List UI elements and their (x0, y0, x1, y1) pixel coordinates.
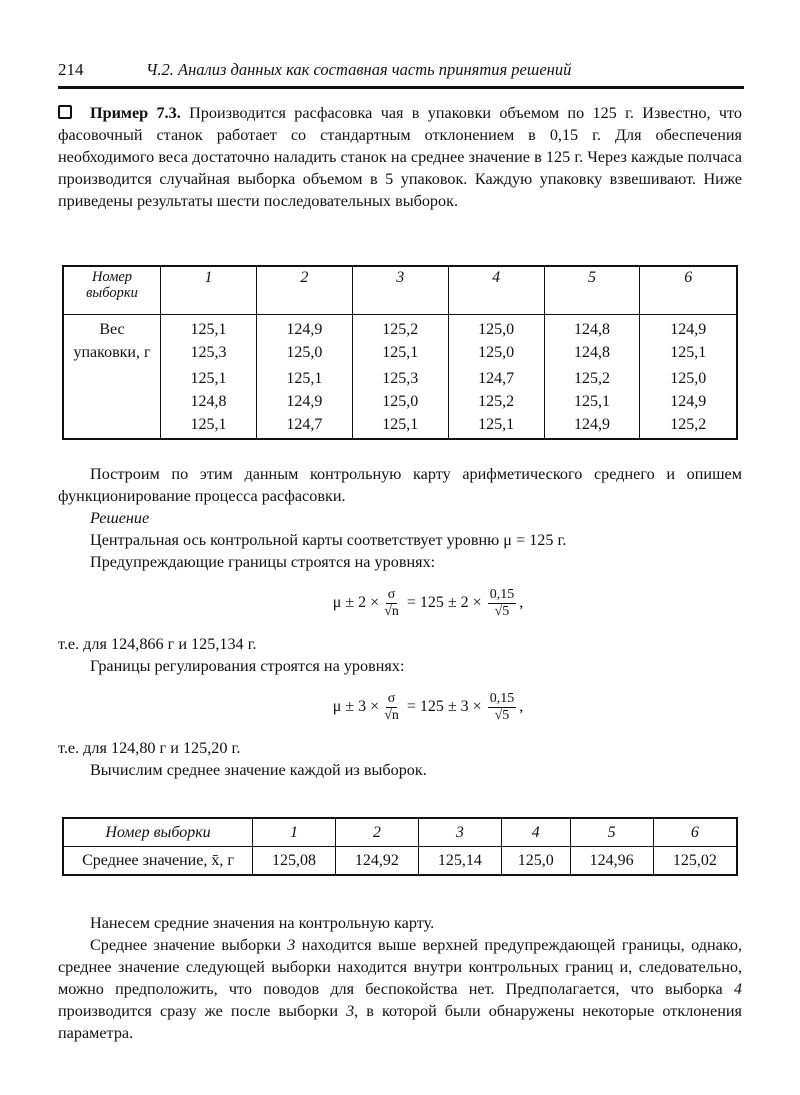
cell: 125,0 (478, 344, 515, 361)
cell: 125,0 (382, 393, 419, 410)
col-header: 2 (335, 818, 418, 847)
denominator: √5 (494, 707, 510, 723)
denominator: √n (384, 707, 399, 723)
col-header: 5 (570, 818, 653, 847)
control-limits-paragraph: Границы регулирования строятся на уровнях: (90, 657, 405, 675)
samples-table (62, 265, 738, 440)
cell: 124,8 (190, 393, 227, 410)
formula-term: , (519, 698, 524, 715)
fraction (382, 587, 401, 620)
formula-term: , (519, 594, 524, 611)
numerator: σ (387, 586, 396, 602)
formula-term: = 125 ± 2 × (406, 594, 482, 611)
warning-limits-formula (58, 583, 742, 623)
sample-column-4 (448, 315, 544, 440)
cell: 125,1 (190, 321, 227, 338)
col-header: 2 (256, 266, 352, 315)
cell: 125,2 (478, 393, 515, 410)
header-label: Номер выборки (63, 818, 253, 847)
example-marker-icon (58, 105, 72, 119)
task-paragraph: Построим по этим данным контрольную карту арифметического среднего и опишем функционирование процесса расфасовки. (58, 465, 742, 505)
sample-ref: 3 (287, 936, 296, 954)
solution-section (58, 463, 742, 781)
cell: 125,1 (190, 370, 227, 387)
cell: 125,3 (190, 344, 227, 361)
page-number: 214 (58, 60, 84, 79)
cell: 124,9 (670, 321, 707, 338)
means-table (62, 817, 738, 876)
cell: 124,8 (573, 321, 610, 338)
running-header (58, 60, 742, 84)
analysis-paragraph (58, 934, 742, 1044)
cell: 125,0 (286, 344, 323, 361)
text: производится сразу же после выборки (58, 1002, 347, 1020)
sample-column-5 (544, 315, 640, 440)
cell: 125,2 (670, 416, 707, 433)
fraction (488, 691, 517, 724)
cell: 125,1 (382, 344, 419, 361)
formula-term: = 125 ± 3 × (406, 698, 482, 715)
row-label: Среднее значение, x̄, г (63, 847, 253, 876)
col-header: 1 (253, 818, 336, 847)
header-rule (58, 86, 744, 89)
cell: 124,9 (670, 393, 707, 410)
sample-column-1 (161, 315, 257, 440)
cell: 125,2 (573, 370, 610, 387)
sample-ref: 4 (733, 980, 742, 998)
cell: 125,08 (253, 847, 336, 876)
sample-ref: 3 (346, 1002, 355, 1020)
means-table-row (63, 847, 737, 876)
denominator: √5 (494, 603, 510, 619)
denominator: √n (384, 603, 399, 619)
col-header: 4 (501, 818, 570, 847)
header-label: Номер выборки (63, 266, 161, 315)
col-header: 5 (544, 266, 640, 315)
example-text: Производится расфасовка чая в упаковки объемом по 125 г. Известно, что фасовочный станок работает со стандартным отклонением в 0,15 г. Для обеспечения необходимого веса достаточно наладить станок на среднее значение в 125 г. Через каждые полчаса производится случайная выборка объемом в 5 упаковок. Каждую упаковку взвешивают. Ниже приведены результаты шести последовательных выборок. (58, 104, 742, 210)
fraction (382, 691, 401, 724)
example-paragraph (58, 102, 742, 212)
cell: 124,9 (286, 393, 323, 410)
cell: 125,14 (418, 847, 501, 876)
cell: 125,1 (670, 344, 707, 361)
cell: 124,8 (573, 344, 610, 361)
sample-column-3 (352, 315, 448, 440)
cell: 125,1 (286, 370, 323, 387)
row-label: Вес упаковки, г (63, 315, 161, 440)
cell: 125,1 (478, 416, 515, 433)
plot-means-paragraph: Нанесем средние значения на контрольную карту. (90, 914, 435, 932)
col-header: 1 (161, 266, 257, 315)
col-header: 6 (640, 266, 737, 315)
warning-limits-paragraph: Предупреждающие границы строятся на уровнях: (90, 553, 436, 571)
control-limits-formula (58, 687, 742, 727)
fraction (488, 587, 517, 620)
cell: 124,7 (286, 416, 323, 433)
cell: 125,0 (478, 321, 515, 338)
solution-heading: Решение (90, 509, 150, 527)
cell: 125,02 (653, 847, 737, 876)
warning-limits-result: т.е. для 124,866 г и 125,134 г. (58, 635, 257, 653)
cell: 124,96 (570, 847, 653, 876)
numerator: 0,15 (489, 586, 515, 602)
numerator: 0,15 (489, 690, 515, 706)
cell: 125,0 (501, 847, 570, 876)
col-header: 4 (448, 266, 544, 315)
means-table-header (63, 818, 737, 847)
cell: 124,9 (286, 321, 323, 338)
cell: 124,92 (335, 847, 418, 876)
cell: 125,1 (573, 393, 610, 410)
conclusion-section (58, 912, 742, 1044)
sample-column-2 (256, 315, 352, 440)
col-header: 6 (653, 818, 737, 847)
formula-term: μ ± 3 × (332, 698, 380, 715)
book-page (58, 60, 742, 1042)
samples-table-header (63, 266, 737, 315)
numerator: σ (387, 690, 396, 706)
cell: 124,9 (573, 416, 610, 433)
text: находится выше верхней предупреждающей границы, однако, среднее значение следующей выборки находится внутри контрольных границ и, следовательно, можно предположить, что поводов для беспокойства нет. Предполагается, что выборка (58, 936, 742, 998)
samples-table-row (63, 315, 737, 440)
cell: 125,1 (190, 416, 227, 433)
sample-column-6 (640, 315, 737, 440)
compute-means-paragraph: Вычислим среднее значение каждой из выборок. (90, 761, 427, 779)
col-header: 3 (418, 818, 501, 847)
example-label: Пример 7.3. (90, 104, 181, 122)
control-limits-result: т.е. для 124,80 г и 125,20 г. (58, 739, 241, 757)
col-header: 3 (352, 266, 448, 315)
cell: 125,2 (382, 321, 419, 338)
formula-term: μ ± 2 × (332, 594, 380, 611)
central-axis-paragraph: Центральная ось контрольной карты соответствует уровню μ = 125 г. (90, 531, 567, 549)
running-title: Ч.2. Анализ данных как составная часть принятия решений (146, 60, 572, 79)
cell: 125,0 (670, 370, 707, 387)
text: , в которой были обнаружены некоторые отклонения параметра. (58, 1002, 742, 1042)
text: Среднее значение выборки (90, 936, 288, 954)
cell: 125,1 (382, 416, 419, 433)
cell: 125,3 (382, 370, 419, 387)
cell: 124,7 (478, 370, 515, 387)
